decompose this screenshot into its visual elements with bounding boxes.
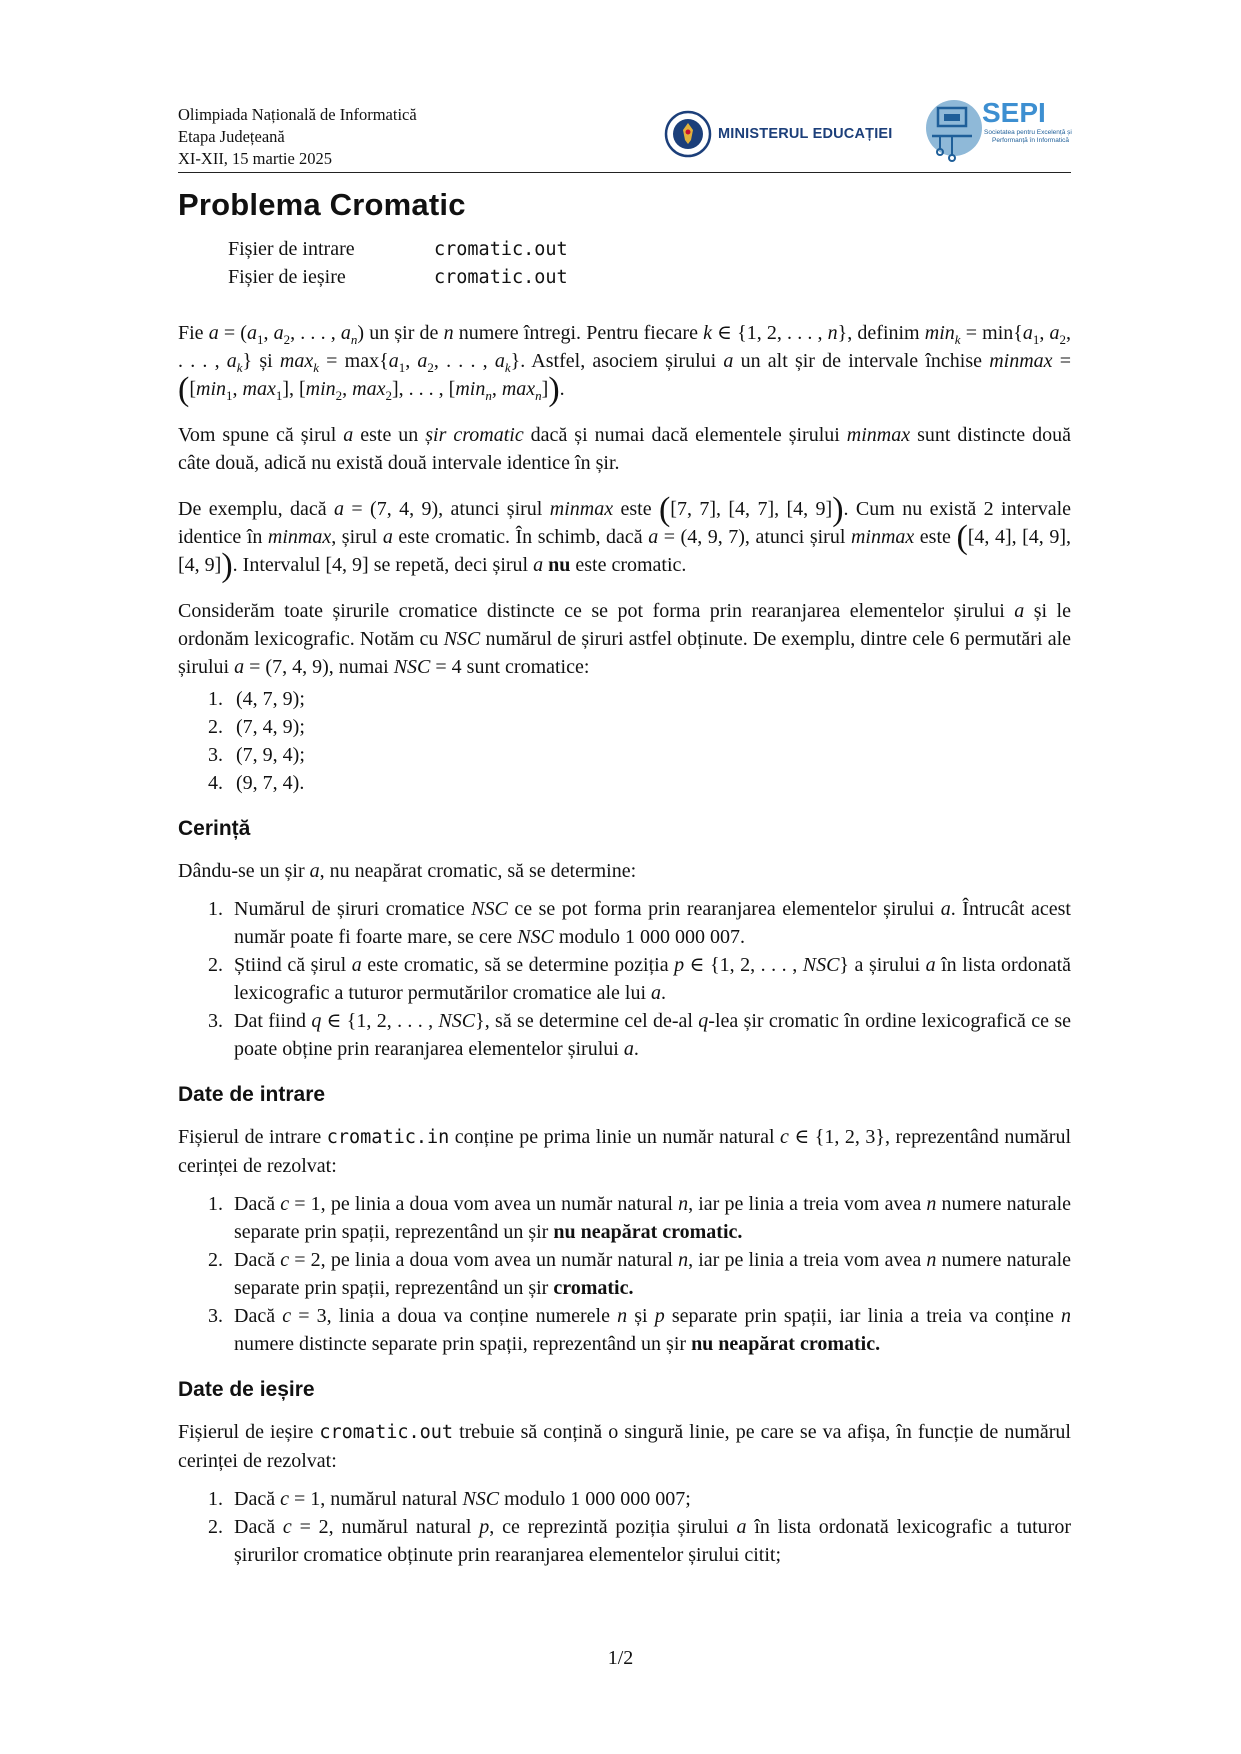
paragraph-task-intro: Dându-se un șir a, nu neapărat cromatic, să se determine: (178, 860, 637, 882)
input-file-name: cromatic.out (434, 238, 568, 260)
header-info (178, 104, 417, 170)
problem-title: Problema Cromatic (178, 187, 466, 222)
list-item: 4. (9, 7, 4). (208, 772, 305, 794)
list-item: 1. (4, 7, 9); (208, 688, 305, 710)
output-file-name: cromatic.out (434, 266, 568, 288)
sepi-text: SEPI (982, 97, 1046, 128)
list-item: 3. Dat fiind q ∈ {1, 2, . . . , NSC}, să se determine cel de-al q-lea șir cromatic în ordine lexicografică ce se poate obține prin rearanjarea elementelor șirului a. (208, 1010, 1071, 1060)
output-file-row (228, 263, 1071, 291)
ministry-name: MINISTERUL EDUCAȚIEI (718, 126, 893, 142)
paragraph-input: Fișierul de intrare cromatic.in conține pe prima linie un număr natural c ∈ {1, 2, 3}, reprezentând numărul cerinței de rezolvat: (178, 1126, 1071, 1177)
paragraph-cromatic: Vom spune că șirul a este un șir cromatic dacă și numai dacă elementele șirului minmax sunt distincte două câte două, adică nu există două intervale identice în șir. (178, 424, 1072, 474)
paragraph-definition: Fie $a = (a_1$, $a_2$, . . . , $a_n$) un șir de n numere întregi. Pentru fiecare k ∈ {1, 2, . . . , n}, definim $\min_k = \min\{a_1$, $a_2$, . . . , $a_k$} și $\max_k = \max\{a_1$, $a_2$, . . . , $a_k$}. Astfel, asociem șirului a un alt șir de intervale închise $minmax = ([\min_1$, $\max_1$], [$\min_2$, $\max_2$], . . . , [$\min_n$, $\max_n$]). (178, 322, 1072, 408)
section-date-intrare: Date de intrare (178, 1083, 326, 1106)
section-date-iesire: Date de ieșire (178, 1378, 315, 1401)
task-list (178, 895, 1071, 1063)
page-number: 1/2 (607, 1647, 634, 1669)
page (178, 97, 1072, 1569)
list-item: 2. Dacă c = 2, pe linia a doua vom avea un număr natural n, iar pe linia a treia vom avea n numere naturale separate prin spații, reprezentând un șir cromatic. (208, 1249, 1072, 1299)
class-date: XI-XII, 15 martie 2025 (178, 149, 332, 168)
output-list (178, 1485, 1071, 1569)
list-item: 1. Numărul de șiruri cromatice NSC ce se pot forma prin rearanjarea elementelor șirului a. Întrucât acest număr poate fi foarte mare, se cere NSC modulo 1 000 000 007. (208, 898, 1071, 948)
ministry-logo (664, 110, 893, 158)
input-list (178, 1190, 1071, 1358)
list-item: 2. Știind că șirul a este cromatic, să se determine poziția p ∈ {1, 2, . . . , NSC} a șirului a în lista ordonată lexicografic a tuturor permutărilor cromatice ale lui a. (208, 954, 1072, 1004)
input-file-row (228, 235, 1071, 263)
paragraph-output: Fișierul de ieșire cromatic.out trebuie să conțină o singură linie, pe care se va afișa, în funcție de numărul cerinței de rezolvat: (178, 1421, 1071, 1472)
olympiad-name: Olimpiada Națională de Informatică (178, 105, 417, 124)
output-file-label: Fișier de ieșire (228, 265, 346, 288)
government-seal-icon (664, 110, 712, 158)
paragraph-nsc: Considerăm toate șirurile cromatice distincte ce se pot forma prin rearanjarea elementelor șirului a și le ordonăm lexicografic. Notăm cu NSC numărul de șiruri astfel obținute. De exemplu, dintre cele 6 permutări ale șirului a = (7, 4, 9), numai NSC = 4 sunt cromatice: (178, 600, 1072, 678)
list-item: 1. Dacă c = 1, pe linia a doua vom avea un număr natural n, iar pe linia a treia vom avea n numere naturale separate prin spații, reprezentând un șir nu neapărat cromatic. (208, 1193, 1072, 1243)
list-item: 2. (7, 4, 9); (208, 716, 305, 738)
input-file-label: Fișier de intrare (228, 237, 355, 260)
list-item: 3. (7, 9, 4); (208, 744, 305, 766)
sepi-logo (924, 92, 1074, 168)
section-cerinta: Cerință (178, 817, 251, 840)
sepi-subtitle-2: Performanță în Informatică (992, 137, 1069, 144)
paragraph-example: De exemplu, dacă a = (7, 4, 9), atunci șirul minmax este ([7, 7], [4, 7], [4, 9]). Cum nu există 2 intervale identice în minmax, șirul a este cromatic. În schimb, dacă a = (4, 9, 7), atunci șirul minmax este ([4, 4], [4, 9], [4, 9]). Intervalul [4, 9] se repetă, deci șirul a nu este cromatic. (178, 491, 1072, 584)
list-item: 2. Dacă c = 2, numărul natural p, ce reprezintă poziția șirului a în lista ordonată lexicografic a tuturor șirurilor cromatice obținute prin rearanjarea elementelor șirului citit; (208, 1516, 1072, 1566)
header (178, 97, 1072, 173)
example-list (178, 685, 1071, 797)
file-table (228, 235, 1071, 291)
list-item: 3. Dacă c = 3, linia a doua va conține numerele n și p separate prin spații, iar linia a treia va conține n numere distincte separate prin spații, reprezentând un șir nu neapărat cromatic. (208, 1305, 1072, 1355)
stage-name: Etapa Județeană (178, 127, 285, 146)
list-item: 1. Dacă c = 1, numărul natural NSC modulo 1 000 000 007; (208, 1488, 691, 1510)
sepi-subtitle-1: Societatea pentru Excelență și (984, 129, 1072, 136)
